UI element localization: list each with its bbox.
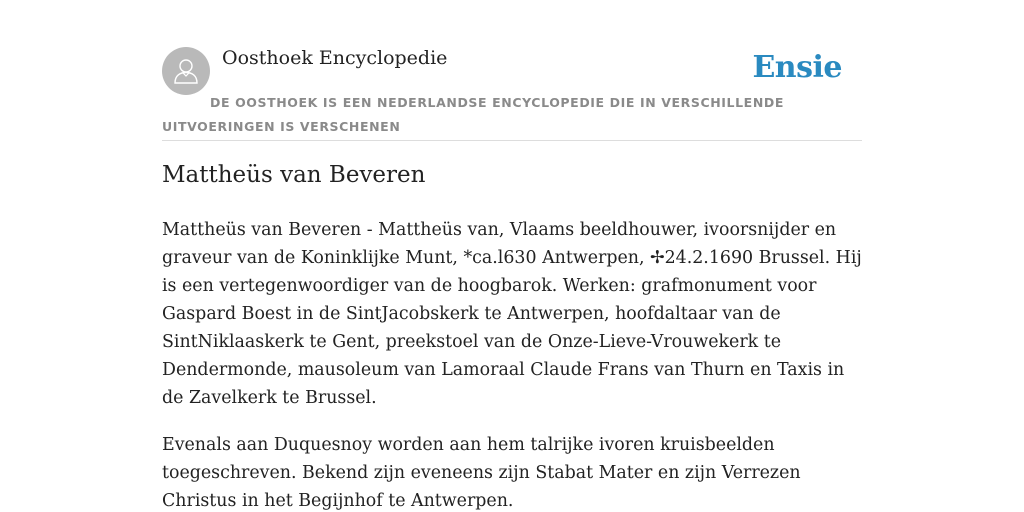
article-title: Mattheüs van Beveren: [162, 162, 426, 188]
article-paragraph: Evenals aan Duquesnoy worden aan hem talrijke ivoren kruisbeelden toegeschreven. Bekend zijn eveneens zijn Stabat Mater en zijn Verrezen Christus in het Begijnhof te Antwerpen.: [162, 435, 801, 511]
brand-logo[interactable]: Ensie: [752, 50, 842, 85]
avatar[interactable]: [162, 47, 210, 95]
article-body: [162, 216, 862, 512]
article-paragraph: Mattheüs van Beveren - Mattheüs van, Vlaams beeldhouwer, ivoorsnijder en graveur van de Koninklijke Munt, *ca.l630 Antwerpen, ✢24.2.1690 Brussel. Hij is een vertegenwoordiger van de hoogbarok. Werken: grafmonument voor Gaspard Boest in de SintJacobskerk te Antwerpen, hoofdaltaar van de SintNiklaaskerk te Gent, preekstoel van de Onze-Lieve-Vrouwekerk te Dendermonde, mausoleum van Lamoraal Claude Frans van Thurn en Taxis in de Zavelkerk te Brussel.: [162, 220, 862, 408]
source-header: [162, 44, 862, 141]
source-description: DE OOSTHOEK IS EEN NEDERLANDSE ENCYCLOPEDIE DIE IN VERSCHILLENDE UITVOERINGEN IS VERSCHENEN: [162, 95, 784, 134]
user-icon: [171, 56, 201, 86]
source-name[interactable]: Oosthoek Encyclopedie: [222, 47, 448, 69]
